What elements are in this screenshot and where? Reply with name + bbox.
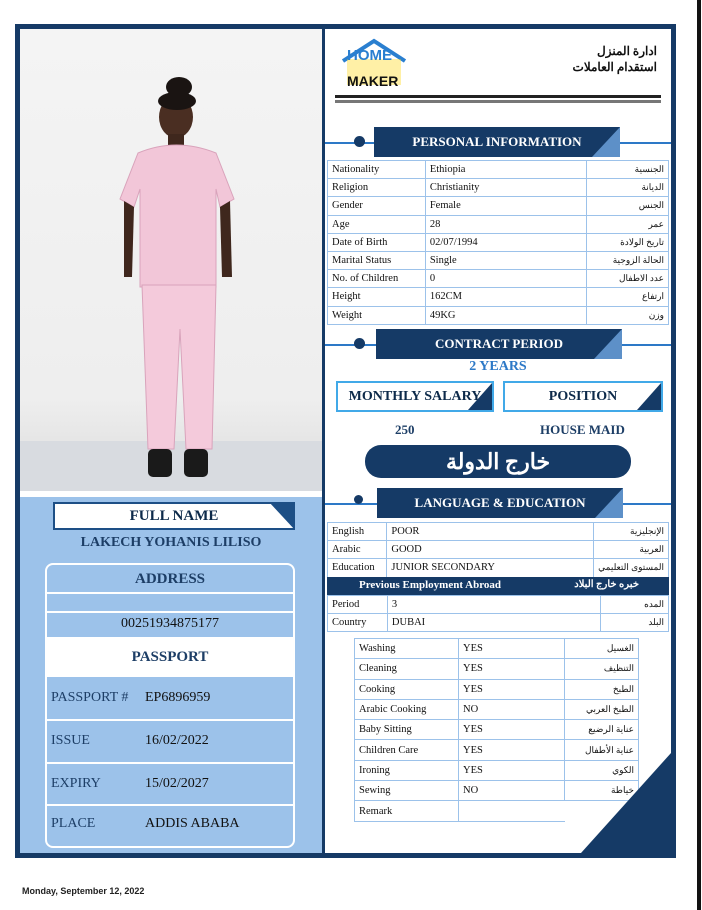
skill-row-value: YES — [459, 720, 565, 740]
corner-decoration — [595, 488, 623, 518]
personal-info-row — [328, 161, 669, 179]
skill-row-value: NO — [459, 781, 565, 801]
agency-arabic-title — [573, 43, 657, 75]
personal-info-row-ar: وزن — [587, 306, 669, 324]
personal-info-row-value: Female — [425, 197, 586, 215]
passport-number-row — [47, 677, 293, 719]
phone-number: 00251934875177 — [121, 616, 219, 631]
place-row — [47, 803, 293, 845]
skill-row-label: Baby Sitting — [355, 720, 459, 740]
skill-row-label: Cooking — [355, 679, 459, 699]
remark-label: Remark — [355, 801, 459, 821]
position-label-box — [503, 381, 663, 412]
monthly-salary-label-box — [336, 381, 494, 412]
personal-info-row-label: Nationality — [328, 161, 426, 179]
position-value: HOUSE MAID — [540, 422, 625, 437]
skill-row-label: Washing — [355, 639, 459, 659]
passport-number-label: PASSPORT # — [51, 690, 129, 705]
monthly-salary-value: 250 — [395, 422, 415, 437]
bullet-icon — [354, 136, 365, 147]
position-label: POSITION — [548, 389, 618, 404]
personal-info-row-label: Gender — [328, 197, 426, 215]
divider — [47, 592, 293, 594]
monthly-salary-label: MONTHLY SALARY — [348, 389, 482, 404]
passport-heading: PASSPORT — [47, 637, 293, 677]
language-row-ar: العربية — [594, 541, 669, 559]
corner-decoration — [581, 753, 671, 853]
photo-divider — [20, 491, 322, 497]
corner-decoration — [637, 383, 661, 410]
personal-info-row-value: 28 — [425, 215, 586, 233]
language-title: LANGUAGE & EDUCATION — [414, 495, 586, 510]
corner-decoration — [468, 383, 492, 410]
skill-row-value: YES — [459, 679, 565, 699]
right-column — [325, 29, 671, 853]
skill-row-label: Sewing — [355, 781, 459, 801]
place-value: ADDIS ABABA — [145, 816, 240, 831]
skill-row — [355, 679, 639, 699]
passport-number-value: EP6896959 — [145, 690, 211, 705]
previous-employment-row-ar: البلد — [601, 614, 669, 632]
tab-corner-decoration — [269, 502, 295, 530]
full-name-heading — [53, 502, 295, 530]
personal-info-row-label: Weight — [328, 306, 426, 324]
previous-employment-header — [327, 577, 669, 595]
previous-employment-row-label: Period — [328, 596, 388, 614]
place-label: PLACE — [51, 816, 96, 831]
personal-info-row-ar: الجنس — [587, 197, 669, 215]
full-name-label: FULL NAME — [129, 508, 219, 524]
language-row-value: POOR — [387, 523, 594, 541]
personal-info-row-ar: الديانة — [587, 179, 669, 197]
personal-info-row — [328, 233, 669, 251]
skill-row-label: Children Care — [355, 740, 459, 760]
personal-info-row — [328, 179, 669, 197]
language-row-label: Education — [328, 559, 387, 577]
previous-employment-row-value: DUBAI — [387, 614, 600, 632]
remark-value — [459, 801, 565, 821]
personal-info-row-label: Marital Status — [328, 251, 426, 269]
skill-row-ar: الكوي — [565, 760, 639, 780]
language-row-ar: الإنجليزية — [594, 523, 669, 541]
skill-row-label: Arabic Cooking — [355, 699, 459, 719]
candidate-photo — [20, 29, 322, 491]
issue-label: ISSUE — [51, 733, 90, 748]
skill-row-value: YES — [459, 740, 565, 760]
personal-info-row-value: Christianity — [425, 179, 586, 197]
personal-info-row-label: No. of Children — [328, 270, 426, 288]
language-row-value: GOOD — [387, 541, 594, 559]
corner-decoration — [592, 127, 620, 157]
address-passport-box — [45, 563, 295, 848]
previous-employment-table — [327, 595, 669, 632]
contract-header — [325, 326, 671, 362]
skill-row-ar: الطبخ العربي — [565, 699, 639, 719]
previous-employment-row-value: 3 — [387, 596, 600, 614]
full-name-value: LAKECH YOHANIS LILISO — [80, 535, 262, 550]
contract-title: CONTRACT PERIOD — [435, 336, 563, 351]
personal-info-row-label: Religion — [328, 179, 426, 197]
agency-arabic-line-2: استقدام العاملات — [572, 60, 657, 74]
issue-row — [47, 720, 293, 762]
personal-info-row — [328, 251, 669, 269]
skill-row-ar: التنظيف — [565, 659, 639, 679]
bullet-icon — [354, 495, 363, 504]
skill-row-value: YES — [459, 659, 565, 679]
personal-info-row-value: 0 — [425, 270, 586, 288]
language-header — [325, 485, 671, 521]
personal-info-table — [327, 160, 669, 325]
personal-info-row — [328, 197, 669, 215]
expiry-value: 15/02/2027 — [145, 776, 209, 791]
personal-info-row-label: Date of Birth — [328, 233, 426, 251]
skill-row-ar: الغسيل — [565, 639, 639, 659]
logo-home-text: HOME — [347, 47, 392, 64]
previous-employment-row-label: Country — [328, 614, 388, 632]
skill-row-label: Cleaning — [355, 659, 459, 679]
personal-info-row — [328, 288, 669, 306]
bullet-icon — [354, 338, 365, 349]
skill-row — [355, 659, 639, 679]
personal-info-row-ar: ارتفاع — [587, 288, 669, 306]
skill-row-ar: عناية الأطفال — [565, 740, 639, 760]
contract-period-value: 2 YEARS — [469, 359, 527, 374]
previous-employment-row — [328, 614, 669, 632]
logo-maker-text: MAKER — [347, 73, 399, 89]
header-rule — [335, 95, 661, 109]
personal-info-title: PERSONAL INFORMATION — [412, 134, 582, 149]
language-table — [327, 522, 669, 578]
personal-info-row-value: Ethiopia — [425, 161, 586, 179]
previous-employment-row-ar: المده — [601, 596, 669, 614]
skill-row-ar: خياطة — [565, 781, 639, 801]
previous-employment-row — [328, 596, 669, 614]
expiry-label: EXPIRY — [51, 776, 101, 791]
personal-info-row-label: Age — [328, 215, 426, 233]
language-row-value: JUNIOR SECONDARY — [387, 559, 594, 577]
skill-row — [355, 699, 639, 719]
footer-date: Monday, September 12, 2022 — [22, 886, 145, 896]
personal-info-row-ar: الحالة الزوجية — [587, 251, 669, 269]
skill-row — [355, 639, 639, 659]
language-row-ar: المستوى التعليمي — [594, 559, 669, 577]
corner-decoration — [594, 329, 622, 359]
expiry-row — [47, 763, 293, 805]
agency-arabic-line-1: ادارة المنزل — [597, 44, 657, 58]
personal-info-row — [328, 270, 669, 288]
previous-employment-title-ar: خبره خارج البلاد — [574, 579, 639, 590]
language-row — [328, 559, 669, 577]
skill-row-ar: عناية الرضيع — [565, 720, 639, 740]
destination-pill: خارج الدولة — [365, 445, 631, 478]
personal-info-header — [325, 124, 671, 160]
skill-row-ar: الطبخ — [565, 679, 639, 699]
previous-employment-title: Previous Employment Abroad — [359, 579, 501, 591]
personal-info-row — [328, 215, 669, 233]
language-row — [328, 523, 669, 541]
personal-info-row-ar: الجنسية — [587, 161, 669, 179]
language-row-label: Arabic — [328, 541, 387, 559]
skill-row-value: NO — [459, 699, 565, 719]
page-edge — [697, 0, 701, 910]
personal-info-row-label: Height — [328, 288, 426, 306]
language-row-label: English — [328, 523, 387, 541]
personal-info-row-ar: عمر — [587, 215, 669, 233]
personal-info-row-value: 02/07/1994 — [425, 233, 586, 251]
candidate-figure — [20, 29, 322, 491]
address-heading: ADDRESS — [134, 571, 206, 587]
personal-info-row-value: 162CM — [425, 288, 586, 306]
skill-row-value: YES — [459, 760, 565, 780]
skill-row-label: Ironing — [355, 760, 459, 780]
personal-info-row-value: 49KG — [425, 306, 586, 324]
language-row — [328, 541, 669, 559]
personal-info-row-ar: عدد الاطفال — [587, 270, 669, 288]
personal-info-row-value: Single — [425, 251, 586, 269]
issue-value: 16/02/2022 — [145, 733, 209, 748]
personal-info-row — [328, 306, 669, 324]
skill-row — [355, 720, 639, 740]
skill-row-value: YES — [459, 639, 565, 659]
personal-info-row-ar: تاريخ الولادة — [587, 233, 669, 251]
